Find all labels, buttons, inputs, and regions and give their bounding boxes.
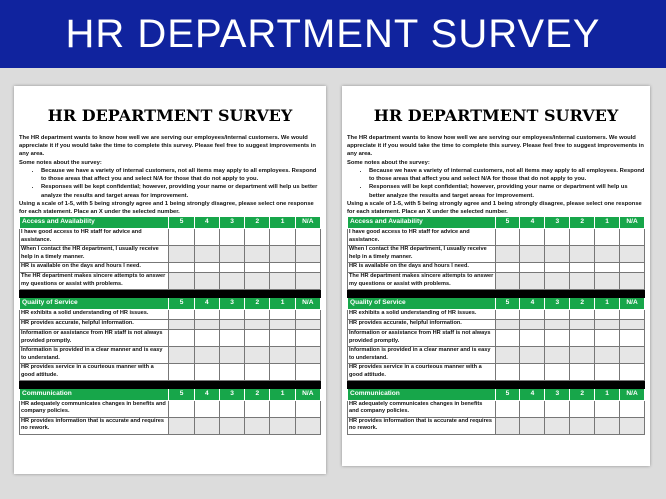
rating-cell[interactable] bbox=[495, 329, 520, 346]
rating-column-header: 3 bbox=[545, 217, 570, 229]
survey-question-row bbox=[20, 363, 321, 380]
rating-cell[interactable] bbox=[270, 229, 295, 246]
rating-cell[interactable] bbox=[620, 263, 645, 273]
rating-cell[interactable] bbox=[545, 400, 570, 417]
rating-cell[interactable] bbox=[545, 229, 570, 246]
section-divider bbox=[20, 290, 321, 298]
instructions-text: Using a scale of 1-5, with 5 being strongly agree and 1 being strongly disagree, please select one response for each statement. Place an X under the selected number. bbox=[347, 200, 642, 215]
notes-heading: Some notes about the survey: bbox=[19, 159, 102, 166]
rating-cell[interactable] bbox=[620, 346, 645, 363]
rating-column-header: 3 bbox=[545, 298, 570, 310]
rating-cell[interactable] bbox=[270, 319, 295, 329]
question-text: HR provides information that is accurate and requires no rework. bbox=[348, 417, 496, 434]
survey-table bbox=[19, 216, 321, 435]
section-header-row bbox=[20, 388, 321, 400]
rating-column-header: 4 bbox=[194, 298, 219, 310]
rating-column-header: 1 bbox=[595, 217, 620, 229]
rating-cell[interactable] bbox=[169, 363, 194, 380]
rating-column-header: 1 bbox=[270, 217, 295, 229]
rating-cell[interactable] bbox=[620, 319, 645, 329]
rating-cell[interactable] bbox=[495, 417, 520, 434]
rating-cell[interactable] bbox=[169, 400, 194, 417]
rating-column-header: 3 bbox=[545, 388, 570, 400]
question-text: HR provides service in a courteous manner with a good attitude. bbox=[348, 363, 496, 380]
rating-cell[interactable] bbox=[270, 263, 295, 273]
rating-cell[interactable] bbox=[219, 346, 244, 363]
rating-cell[interactable] bbox=[295, 229, 320, 246]
rating-column-header: 2 bbox=[570, 217, 595, 229]
notes-heading: Some notes about the survey: bbox=[347, 159, 430, 166]
rating-cell[interactable] bbox=[620, 400, 645, 417]
rating-cell[interactable] bbox=[245, 319, 270, 329]
rating-cell[interactable] bbox=[169, 329, 194, 346]
rating-cell[interactable] bbox=[570, 309, 595, 319]
rating-column-header: N/A bbox=[295, 298, 320, 310]
rating-cell[interactable] bbox=[620, 246, 645, 263]
rating-cell[interactable] bbox=[295, 319, 320, 329]
rating-cell[interactable] bbox=[194, 363, 219, 380]
banner-title: HR DEPARTMENT SURVEY bbox=[65, 11, 601, 56]
survey-question-row bbox=[20, 246, 321, 263]
rating-column-header: N/A bbox=[295, 388, 320, 400]
rating-cell[interactable] bbox=[570, 273, 595, 290]
survey-question-row bbox=[348, 329, 645, 346]
rating-column-header: 4 bbox=[520, 217, 545, 229]
rating-cell[interactable] bbox=[520, 329, 545, 346]
rating-cell[interactable] bbox=[595, 273, 620, 290]
rating-cell[interactable] bbox=[219, 417, 244, 434]
rating-cell[interactable] bbox=[545, 329, 570, 346]
question-text: When I contact the HR department, I usually receive help in a timely manner. bbox=[348, 246, 496, 263]
rating-column-header: 1 bbox=[595, 388, 620, 400]
section-name: Communication bbox=[20, 388, 169, 400]
rating-cell[interactable] bbox=[620, 363, 645, 380]
rating-column-header: N/A bbox=[620, 298, 645, 310]
rating-cell[interactable] bbox=[270, 329, 295, 346]
rating-column-header: 2 bbox=[245, 298, 270, 310]
rating-cell[interactable] bbox=[495, 319, 520, 329]
rating-cell[interactable] bbox=[295, 363, 320, 380]
rating-cell[interactable] bbox=[270, 363, 295, 380]
survey-question-row bbox=[20, 319, 321, 329]
rating-column-header: 5 bbox=[495, 388, 520, 400]
survey-question-row bbox=[20, 273, 321, 290]
rating-cell[interactable] bbox=[495, 363, 520, 380]
section-divider bbox=[348, 380, 645, 388]
rating-cell[interactable] bbox=[620, 417, 645, 434]
rating-cell[interactable] bbox=[169, 346, 194, 363]
rating-cell[interactable] bbox=[194, 346, 219, 363]
rating-cell[interactable] bbox=[545, 346, 570, 363]
rating-cell[interactable] bbox=[495, 346, 520, 363]
rating-cell[interactable] bbox=[570, 319, 595, 329]
rating-cell[interactable] bbox=[245, 246, 270, 263]
rating-cell[interactable] bbox=[245, 400, 270, 417]
rating-column-header: 5 bbox=[495, 217, 520, 229]
rating-cell[interactable] bbox=[595, 363, 620, 380]
rating-column-header: 3 bbox=[219, 388, 244, 400]
question-text: HR provides service in a courteous manner with a good attitude. bbox=[20, 363, 169, 380]
rating-cell[interactable] bbox=[595, 417, 620, 434]
rating-cell[interactable] bbox=[545, 273, 570, 290]
section-name: Quality of Service bbox=[20, 298, 169, 310]
rating-cell[interactable] bbox=[595, 309, 620, 319]
section-divider-bar bbox=[348, 380, 645, 388]
rating-cell[interactable] bbox=[245, 229, 270, 246]
rating-cell[interactable] bbox=[495, 273, 520, 290]
rating-cell[interactable] bbox=[169, 309, 194, 319]
note-item: • Because we have a variety of internal customers, not all items may apply to all employees. Respond to those areas that affect you and select N/A for those that do not apply to you. bbox=[41, 167, 321, 183]
rating-cell[interactable] bbox=[219, 246, 244, 263]
rating-column-header: 5 bbox=[169, 217, 194, 229]
rating-cell[interactable] bbox=[295, 346, 320, 363]
question-text: Information is provided in a clear manner and is easy to understand. bbox=[20, 346, 169, 363]
rating-cell[interactable] bbox=[595, 329, 620, 346]
section-header-row bbox=[348, 388, 645, 400]
rating-cell[interactable] bbox=[570, 229, 595, 246]
rating-column-header: 4 bbox=[520, 298, 545, 310]
rating-cell[interactable] bbox=[245, 363, 270, 380]
survey-question-row bbox=[348, 229, 645, 246]
rating-cell[interactable] bbox=[295, 263, 320, 273]
rating-cell[interactable] bbox=[245, 273, 270, 290]
section-name: Access and Availability bbox=[348, 217, 496, 229]
survey-question-row bbox=[20, 229, 321, 246]
rating-column-header: 4 bbox=[520, 388, 545, 400]
rating-cell[interactable] bbox=[270, 417, 295, 434]
rating-cell[interactable] bbox=[520, 229, 545, 246]
survey-page-right bbox=[342, 86, 650, 466]
rating-cell[interactable] bbox=[620, 229, 645, 246]
rating-cell[interactable] bbox=[194, 246, 219, 263]
survey-question-row bbox=[20, 329, 321, 346]
survey-intro-block bbox=[19, 134, 321, 216]
notes-list bbox=[347, 167, 645, 200]
rating-cell[interactable] bbox=[570, 263, 595, 273]
rating-column-header: 4 bbox=[194, 388, 219, 400]
question-text: HR adequately communicates changes in benefits and company policies. bbox=[20, 400, 169, 417]
survey-title: HR DEPARTMENT SURVEY bbox=[373, 106, 619, 125]
question-text: Information is provided in a clear manner and is easy to understand. bbox=[348, 346, 496, 363]
rating-cell[interactable] bbox=[194, 400, 219, 417]
survey-question-row bbox=[20, 400, 321, 417]
survey-question-row bbox=[348, 246, 645, 263]
rating-column-header: 1 bbox=[270, 298, 295, 310]
note-item: • Because we have a variety of internal customers, not all items may apply to all employees. Respond to those areas that affect you and select N/A for those that do not apply to you. bbox=[369, 167, 645, 183]
rating-cell[interactable] bbox=[194, 329, 219, 346]
rating-cell[interactable] bbox=[570, 346, 595, 363]
rating-cell[interactable] bbox=[219, 329, 244, 346]
section-header-row bbox=[20, 217, 321, 229]
survey-question-row bbox=[348, 319, 645, 329]
question-text: HR is available on the days and hours I need. bbox=[20, 263, 169, 273]
survey-question-row bbox=[348, 309, 645, 319]
section-name: Access and Availability bbox=[20, 217, 169, 229]
rating-cell[interactable] bbox=[194, 229, 219, 246]
rating-cell[interactable] bbox=[270, 309, 295, 319]
rating-cell[interactable] bbox=[545, 309, 570, 319]
instructions-text: Using a scale of 1-5, with 5 being strongly agree and 1 being strongly disagree, please select one response for each statement. Place an X under the selected number. bbox=[19, 200, 314, 215]
rating-cell[interactable] bbox=[245, 329, 270, 346]
question-text: I have good access to HR staff for advice and assistance. bbox=[348, 229, 496, 246]
survey-question-row bbox=[348, 273, 645, 290]
section-header-row bbox=[348, 298, 645, 310]
rating-cell[interactable] bbox=[495, 229, 520, 246]
rating-cell[interactable] bbox=[169, 319, 194, 329]
survey-intro-block bbox=[347, 134, 645, 216]
rating-cell[interactable] bbox=[295, 246, 320, 263]
rating-cell[interactable] bbox=[245, 263, 270, 273]
rating-cell[interactable] bbox=[545, 263, 570, 273]
rating-cell[interactable] bbox=[219, 263, 244, 273]
rating-cell[interactable] bbox=[520, 400, 545, 417]
section-divider bbox=[348, 290, 645, 298]
survey-question-row bbox=[348, 346, 645, 363]
rating-cell[interactable] bbox=[194, 417, 219, 434]
rating-cell[interactable] bbox=[169, 246, 194, 263]
rating-cell[interactable] bbox=[295, 400, 320, 417]
rating-cell[interactable] bbox=[545, 363, 570, 380]
rating-cell[interactable] bbox=[270, 400, 295, 417]
rating-column-header: 2 bbox=[570, 298, 595, 310]
rating-cell[interactable] bbox=[595, 246, 620, 263]
survey-question-row bbox=[20, 346, 321, 363]
question-text: HR exhibits a solid understanding of HR issues. bbox=[348, 309, 496, 319]
rating-cell[interactable] bbox=[245, 346, 270, 363]
rating-column-header: 2 bbox=[245, 217, 270, 229]
rating-cell[interactable] bbox=[270, 346, 295, 363]
rating-cell[interactable] bbox=[620, 329, 645, 346]
rating-cell[interactable] bbox=[495, 263, 520, 273]
rating-column-header: 1 bbox=[595, 298, 620, 310]
rating-cell[interactable] bbox=[545, 417, 570, 434]
rating-column-header: N/A bbox=[295, 217, 320, 229]
rating-cell[interactable] bbox=[495, 400, 520, 417]
note-item: • Responses will be kept confidential; however, providing your name or department will help us better analyze the results and target areas for improvement. bbox=[369, 183, 645, 199]
question-text: HR provides accurate, helpful information. bbox=[20, 319, 169, 329]
rating-cell[interactable] bbox=[595, 319, 620, 329]
rating-cell[interactable] bbox=[245, 417, 270, 434]
section-name: Quality of Service bbox=[348, 298, 496, 310]
rating-cell[interactable] bbox=[570, 400, 595, 417]
question-text: When I contact the HR department, I usually receive help in a timely manner. bbox=[20, 246, 169, 263]
rating-cell[interactable] bbox=[219, 400, 244, 417]
survey-title: HR DEPARTMENT SURVEY bbox=[47, 106, 293, 125]
rating-column-header: 4 bbox=[194, 217, 219, 229]
rating-cell[interactable] bbox=[520, 309, 545, 319]
rating-cell[interactable] bbox=[570, 417, 595, 434]
survey-table bbox=[347, 216, 645, 435]
rating-cell[interactable] bbox=[495, 309, 520, 319]
rating-cell[interactable] bbox=[169, 263, 194, 273]
rating-column-header: N/A bbox=[620, 388, 645, 400]
rating-cell[interactable] bbox=[520, 346, 545, 363]
rating-cell[interactable] bbox=[169, 417, 194, 434]
question-text: I have good access to HR staff for advice and assistance. bbox=[20, 229, 169, 246]
rating-cell[interactable] bbox=[520, 273, 545, 290]
question-text: HR provides information that is accurate and requires no rework. bbox=[20, 417, 169, 434]
question-text: The HR department makes sincere attempts to answer my questions or assist with problems. bbox=[348, 273, 496, 290]
section-name: Communication bbox=[348, 388, 496, 400]
question-text: HR provides accurate, helpful information. bbox=[348, 319, 496, 329]
rating-cell[interactable] bbox=[520, 417, 545, 434]
rating-column-header: 2 bbox=[245, 388, 270, 400]
rating-cell[interactable] bbox=[520, 263, 545, 273]
section-divider bbox=[20, 380, 321, 388]
section-divider-bar bbox=[20, 290, 321, 298]
rating-cell[interactable] bbox=[595, 346, 620, 363]
rating-cell[interactable] bbox=[295, 329, 320, 346]
rating-cell[interactable] bbox=[219, 319, 244, 329]
survey-question-row bbox=[348, 417, 645, 434]
rating-column-header: 2 bbox=[570, 388, 595, 400]
rating-cell[interactable] bbox=[219, 363, 244, 380]
rating-cell[interactable] bbox=[295, 273, 320, 290]
rating-cell[interactable] bbox=[270, 273, 295, 290]
rating-cell[interactable] bbox=[545, 246, 570, 263]
header-banner bbox=[0, 0, 666, 68]
section-divider-bar bbox=[348, 290, 645, 298]
question-text: HR exhibits a solid understanding of HR issues. bbox=[20, 309, 169, 319]
rating-cell[interactable] bbox=[570, 246, 595, 263]
survey-question-row bbox=[20, 309, 321, 319]
survey-page-left bbox=[14, 86, 326, 474]
rating-cell[interactable] bbox=[595, 229, 620, 246]
section-header-row bbox=[348, 217, 645, 229]
rating-column-header: 5 bbox=[169, 388, 194, 400]
rating-cell[interactable] bbox=[495, 246, 520, 263]
rating-cell[interactable] bbox=[570, 363, 595, 380]
survey-question-row bbox=[348, 400, 645, 417]
rating-cell[interactable] bbox=[520, 363, 545, 380]
survey-question-row bbox=[20, 417, 321, 434]
section-divider-bar bbox=[20, 380, 321, 388]
section-header-row bbox=[20, 298, 321, 310]
survey-question-row bbox=[20, 263, 321, 273]
rating-column-header: 5 bbox=[169, 298, 194, 310]
rating-cell[interactable] bbox=[245, 309, 270, 319]
rating-cell[interactable] bbox=[194, 273, 219, 290]
rating-cell[interactable] bbox=[270, 246, 295, 263]
rating-column-header: N/A bbox=[620, 217, 645, 229]
rating-cell[interactable] bbox=[295, 309, 320, 319]
rating-cell[interactable] bbox=[194, 309, 219, 319]
rating-column-header: 1 bbox=[270, 388, 295, 400]
survey-question-row bbox=[348, 363, 645, 380]
rating-column-header: 5 bbox=[495, 298, 520, 310]
notes-list bbox=[19, 167, 321, 200]
rating-cell[interactable] bbox=[595, 263, 620, 273]
rating-cell[interactable] bbox=[595, 400, 620, 417]
intro-text: The HR department wants to know how well we are serving our employees/internal customers. We would appreciate it if you would take the time to complete this survey. Please feel free to suggest improvements in any area. bbox=[347, 135, 644, 158]
rating-cell[interactable] bbox=[169, 273, 194, 290]
question-text: HR adequately communicates changes in benefits and company policies. bbox=[348, 400, 496, 417]
rating-cell[interactable] bbox=[219, 273, 244, 290]
rating-cell[interactable] bbox=[219, 309, 244, 319]
intro-text: The HR department wants to know how well we are serving our employees/internal customers. We would appreciate it if you would take the time to complete this survey. Please feel free to suggest improvements in any area. bbox=[19, 135, 316, 158]
rating-column-header: 3 bbox=[219, 217, 244, 229]
note-item: • Responses will be kept confidential; however, providing your name or department will help us better analyze the results and target areas for improvement. bbox=[41, 183, 321, 199]
question-text: The HR department makes sincere attempts to answer my questions or assist with problems. bbox=[20, 273, 169, 290]
rating-cell[interactable] bbox=[520, 319, 545, 329]
rating-cell[interactable] bbox=[520, 246, 545, 263]
question-text: Information or assistance from HR staff is not always provided promptly. bbox=[348, 329, 496, 346]
rating-cell[interactable] bbox=[295, 417, 320, 434]
rating-column-header: 3 bbox=[219, 298, 244, 310]
rating-cell[interactable] bbox=[620, 309, 645, 319]
rating-cell[interactable] bbox=[620, 273, 645, 290]
rating-cell[interactable] bbox=[219, 229, 244, 246]
survey-question-row bbox=[348, 263, 645, 273]
rating-cell[interactable] bbox=[194, 263, 219, 273]
rating-cell[interactable] bbox=[194, 319, 219, 329]
rating-cell[interactable] bbox=[169, 229, 194, 246]
rating-cell[interactable] bbox=[545, 319, 570, 329]
question-text: HR is available on the days and hours I need. bbox=[348, 263, 496, 273]
question-text: Information or assistance from HR staff is not always provided promptly. bbox=[20, 329, 169, 346]
rating-cell[interactable] bbox=[570, 329, 595, 346]
